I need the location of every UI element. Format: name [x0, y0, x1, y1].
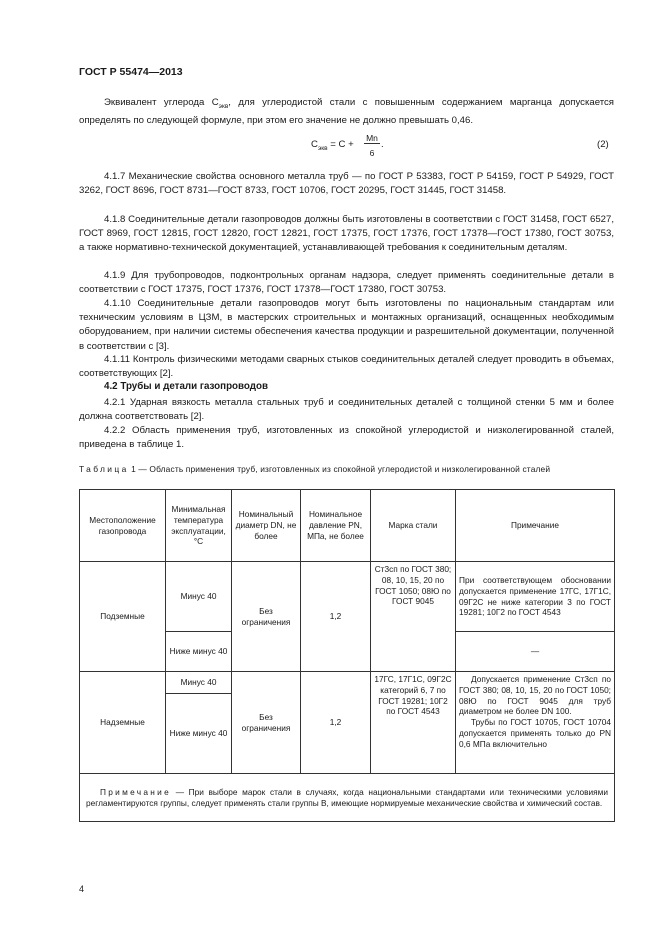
document-header: ГОСТ Р 55474—2013 [79, 66, 183, 78]
header-diameter: Номинальный диаметр DN, не более [232, 490, 301, 562]
section-heading-4-2: 4.2 Трубы и детали газопроводов [104, 381, 269, 392]
cell-pressure: 1,2 [301, 562, 371, 672]
steel-pipe-table [79, 489, 615, 822]
cell-steel: Ст3сп по ГОСТ 380; 08, 10, 15, 20 по ГОСТ 1050; 08Ю по ГОСТ 9045 [371, 562, 456, 672]
cell-note: При соответствующем обосновании допускается применение 17ГС, 17Г1С, 09Г2С не ниже категории 3 по ГОСТ 19281; 10Г2 по ГОСТ 4543 [456, 562, 615, 632]
cell-temp: Минус 40 [166, 562, 232, 632]
cell-location-underground: Подземные [80, 562, 166, 672]
paragraph-4-1-8: 4.1.8 Соединительные детали газопроводов должны быть изготовлены в соответствии с ГОСТ 31458, ГОСТ 6527, ГОСТ 8969, ГОСТ 12815, ГОСТ 12820, ГОСТ 12821, ГОСТ 17375, ГОСТ 17376, ГОСТ 17378—ГОСТ 17380, ГОСТ 30753, а также нормативно-технической документацией, устанавливающей требования к соединительным деталям. [79, 214, 614, 254]
table-row [80, 562, 615, 632]
paragraph-4-2-1: 4.2.1 Ударная вязкость металла стальных труб и соединительных деталей с толщиной стенки 5 мм и более должна соответствовать [2]. [79, 397, 614, 423]
header-temperature: Минимальная температура эксплуатации, °С [166, 490, 232, 562]
cell-location-aboveground: Надземные [80, 672, 166, 774]
page-number: 4 [79, 884, 85, 894]
header-pressure: Номинальное давление PN, МПа, не более [301, 490, 371, 562]
header-location: Местоположение газопровода [80, 490, 166, 562]
cell-diameter: Без ограничения [232, 562, 301, 672]
cell-temp: Ниже минус 40 [166, 694, 232, 774]
cell-pressure: 1,2 [301, 672, 371, 774]
table-row [80, 672, 615, 694]
cell-diameter: Без ограничения [232, 672, 301, 774]
paragraph-4-1-10: 4.1.10 Соединительные детали газопроводов могут быть изготовлены по национальным стандартам или техническим условиям в ЦЗМ, в мастерских строительных и монтажных организаций, оснащенных необходимым оборудованием, при наличии системы обеспечения качества продукции и разрешительной документации, полученной в соответствии с [3]. [79, 298, 614, 352]
paragraph-4-2-2: 4.2.2 Область применения труб, изготовленных из спокойной углеродистой и низколегированной сталей, приведена в таблице 1. [79, 425, 614, 451]
header-steel-grade: Марка стали [371, 490, 456, 562]
cell-note: Допускается применение Ст3сп по ГОСТ 380; 08, 10, 15, 20 по ГОСТ 1050; 08Ю по ГОСТ 9045 для труб диаметром не более DN 100. Трубы по ГОСТ 10705, ГОСТ 10704 допускается применять только до PN 0,6 МПа включительно [456, 672, 615, 774]
table-header-row [80, 490, 615, 562]
cell-note-dash: — [456, 632, 615, 672]
table-footnote-row [80, 774, 615, 822]
cell-steel: 17ГС, 17Г1С, 09Г2С категорий 6, 7 по ГОСТ 19281; 10Г2 по ГОСТ 4543 [371, 672, 456, 774]
paragraph-4-1-11: 4.1.11 Контроль физическими методами сварных стыков соединительных деталей следует проводить в объемах, соответствующих [2]. [79, 354, 614, 380]
paragraph-4-1-9: 4.1.9 Для трубопроводов, подконтрольных органам надзора, следует применять соединительные детали в соответствии с ГОСТ 17375, ГОСТ 17376, ГОСТ 17378—ГОСТ 17380, ГОСТ 30753. [79, 270, 614, 296]
intro-paragraph: Эквивалент углерода $С_{экв}$, для углеродистой стали с повышенным содержанием марганца допускается определять по следующей формуле, при этом его значение не должно превышать 0,46. [79, 97, 614, 127]
paragraph-4-1-7: 4.1.7 Механические свойства основного металла труб — по ГОСТ Р 53383, ГОСТ Р 54159, ГОСТ Р 54929, ГОСТ 3262, ГОСТ 8696, ГОСТ 8731—ГОСТ 8733, ГОСТ 10706, ГОСТ 20295, ГОСТ 31445, ГОСТ 31458. [79, 171, 614, 197]
formula-2: $С_{экв} = С$ + Mn 6 . (2) [311, 133, 609, 158]
header-note: Примечание [456, 490, 615, 562]
table-footnote: Примечание — При выборе марок стали в случаях, когда национальными стандартами или техническими условиями регламентируются группы, следует применять стали группы В, имеющие нормируемые механические свойства и химический состав. [80, 774, 615, 822]
cell-temp: Минус 40 [166, 672, 232, 694]
cell-temp: Ниже минус 40 [166, 632, 232, 672]
table-caption: Таблица 1 — Область применения труб, изготовленных из спокойной углеродистой и низколегированной сталей [79, 464, 551, 474]
